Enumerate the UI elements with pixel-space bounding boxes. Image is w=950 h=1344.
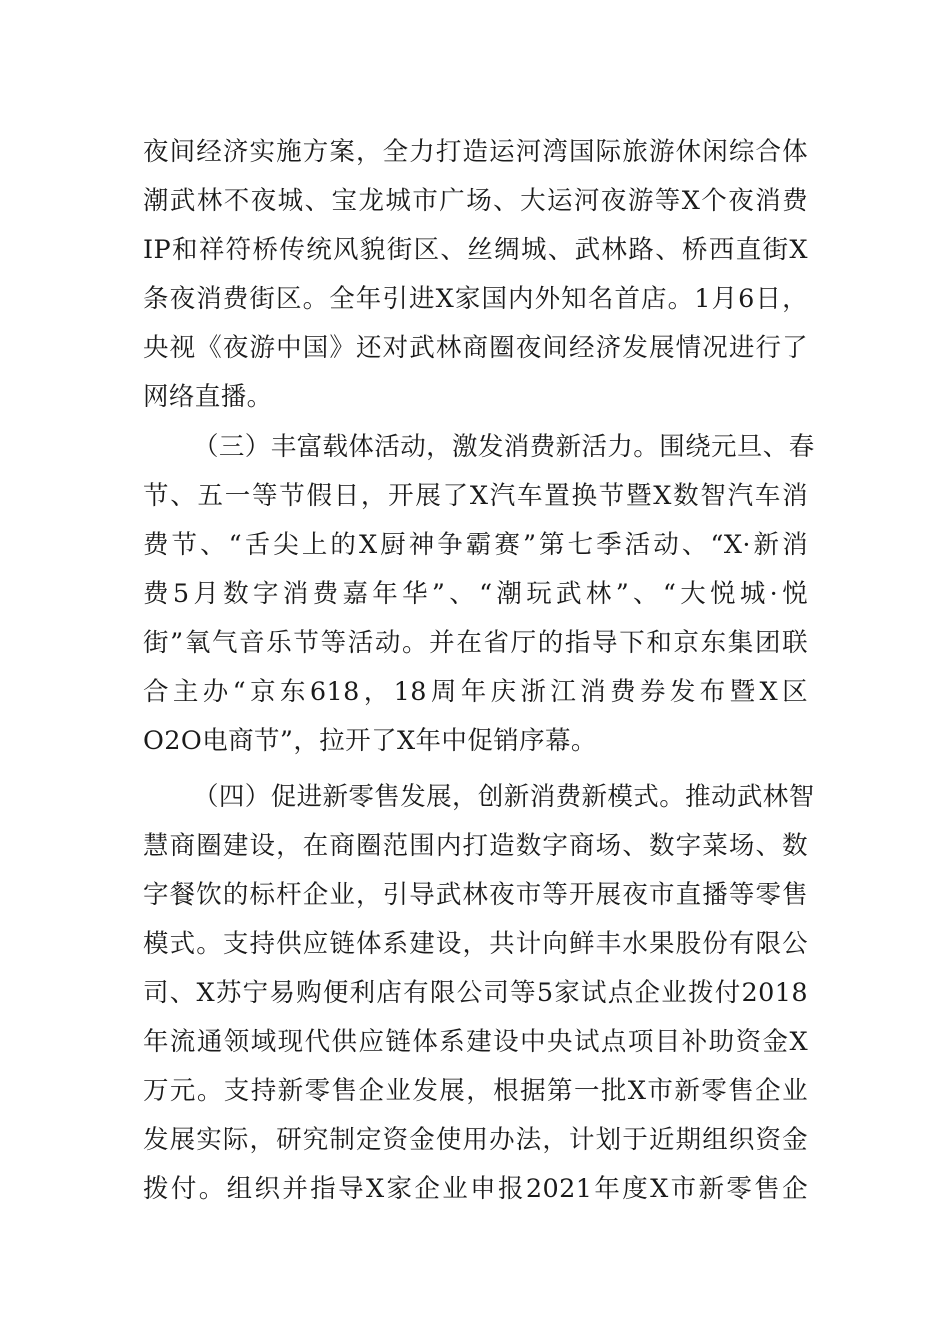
text-line: 拨付。组织并指导X家企业申报2021年度X市新零售企 [143, 1174, 808, 1204]
text-line: 发展实际，研究制定资金使用办法，计划于近期组织资金 [143, 1125, 808, 1155]
text-line: 央视《夜游中国》还对武林商圈夜间经济发展情况进行了 [143, 333, 808, 363]
text-line: 万元。支持新零售企业发展，根据第一批X市新零售企业 [143, 1076, 808, 1106]
text-line: 街”氧气音乐节等活动。并在省厅的指导下和京东集团联 [143, 628, 808, 658]
text-line: 费5月数字消费嘉年华”、“潮玩武林”、“大悦城·悦 [143, 579, 808, 609]
text-line: IP和祥符桥传统风貌街区、丝绸城、武林路、桥西直街X [143, 235, 808, 265]
text-line: 费节、“舌尖上的X厨神争霸赛”第七季活动、“X·新消 [143, 530, 808, 560]
text-line: O2O电商节”，拉开了X年中促销序幕。 [143, 726, 597, 756]
text-line: 年流通领域现代供应链体系建设中央试点项目补助资金X [143, 1027, 808, 1057]
paragraph-heading-line: （三）丰富载体活动，激发消费新活力。围绕元旦、春 [193, 432, 815, 462]
text-line: 网络直播。 [143, 382, 273, 412]
text-line: 合主办“京东618，18周年庆浙江消费券发布暨X区 [143, 677, 808, 707]
paragraph-heading-line: （四）促进新零售发展，创新消费新模式。推动武林智 [193, 782, 815, 812]
text-line: 条夜消费街区。全年引进X家国内外知名首店。1月6日， [143, 284, 808, 314]
text-line: 模式。支持供应链体系建设，共计向鲜丰水果股份有限公 [143, 929, 808, 959]
text-line: 司、X苏宁易购便利店有限公司等5家试点企业拨付2018 [143, 978, 808, 1008]
text-line: 节、五一等节假日，开展了X汽车置换节暨X数智汽车消 [143, 481, 808, 511]
text-line: 夜间经济实施方案，全力打造运河湾国际旅游休闲综合体 [143, 137, 808, 167]
text-line: 慧商圈建设，在商圈范围内打造数字商场、数字菜场、数 [143, 831, 808, 861]
text-line: 潮武林不夜城、宝龙城市广场、大运河夜游等X个夜消费 [143, 186, 808, 216]
text-line: 字餐饮的标杆企业，引导武林夜市等开展夜市直播等零售 [143, 880, 808, 910]
